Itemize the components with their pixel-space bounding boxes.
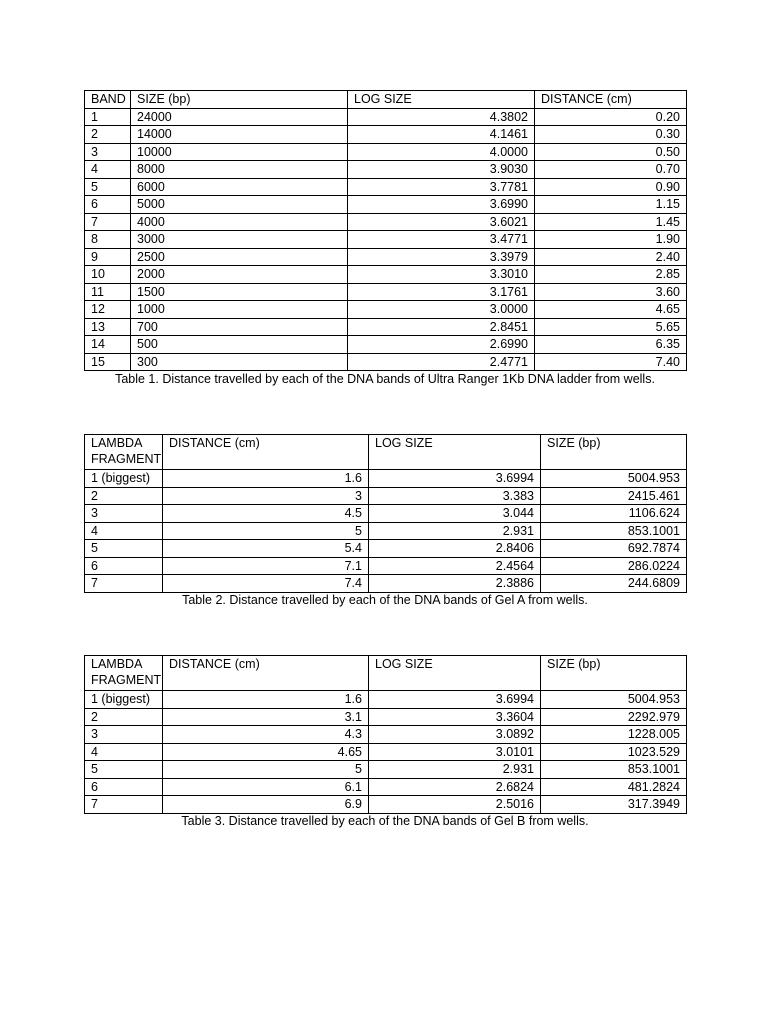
table-cell: 2.4771 <box>348 353 535 371</box>
table-cell: 14 <box>85 336 131 354</box>
table-row <box>85 691 687 709</box>
table-cell: 3.9030 <box>348 161 535 179</box>
table-cell: 5000 <box>131 196 348 214</box>
table-cell: 3.044 <box>369 505 541 523</box>
table-cell: 4.3 <box>163 726 369 744</box>
table-cell: 2415.461 <box>541 487 687 505</box>
table-cell: 0.70 <box>535 161 687 179</box>
table-cell: 7.1 <box>163 557 369 575</box>
gel-b-table <box>84 655 687 814</box>
table-row <box>85 778 687 796</box>
table-row <box>85 575 687 593</box>
table-cell: 7 <box>85 213 131 231</box>
table-cell: 6 <box>85 557 163 575</box>
column-header: DISTANCE (cm) <box>535 91 687 109</box>
table-cell: 1 (biggest) <box>85 691 163 709</box>
table-cell: 12 <box>85 301 131 319</box>
column-header: LAMBDA FRAGMENT <box>85 435 163 470</box>
table-cell: 4.5 <box>163 505 369 523</box>
table-cell: 3 <box>85 505 163 523</box>
table-cell: 0.30 <box>535 126 687 144</box>
table-cell: 286.0224 <box>541 557 687 575</box>
table-row <box>85 283 687 301</box>
table-cell: 2.6824 <box>369 778 541 796</box>
table-cell: 5 <box>85 761 163 779</box>
table-cell: 1106.624 <box>541 505 687 523</box>
table-cell: 3.3604 <box>369 708 541 726</box>
table-cell: 3.0000 <box>348 301 535 319</box>
table-cell: 1000 <box>131 301 348 319</box>
table-cell: 7.4 <box>163 575 369 593</box>
table-cell: 500 <box>131 336 348 354</box>
table-row <box>85 708 687 726</box>
table-row <box>85 178 687 196</box>
table-row <box>85 336 687 354</box>
table-cell: 1.45 <box>535 213 687 231</box>
table-row <box>85 161 687 179</box>
table-cell: 13 <box>85 318 131 336</box>
table-row <box>85 301 687 319</box>
table-row <box>85 796 687 814</box>
header-row <box>85 435 687 470</box>
table-cell: 0.20 <box>535 108 687 126</box>
table-cell: 6.1 <box>163 778 369 796</box>
table-cell: 11 <box>85 283 131 301</box>
table-cell: 8 <box>85 231 131 249</box>
table-cell: 3.1761 <box>348 283 535 301</box>
table-cell: 2.931 <box>369 761 541 779</box>
table-cell: 5 <box>85 178 131 196</box>
table-row <box>85 726 687 744</box>
table-row <box>85 143 687 161</box>
column-header: SIZE (bp) <box>541 435 687 470</box>
table-cell: 14000 <box>131 126 348 144</box>
table-row <box>85 743 687 761</box>
table-cell: 3.3979 <box>348 248 535 266</box>
table-cell: 3 <box>163 487 369 505</box>
column-header: LOG SIZE <box>348 91 535 109</box>
column-header: LAMBDA FRAGMENT <box>85 656 163 691</box>
ladder-table <box>84 90 687 371</box>
table-cell: 6 <box>85 196 131 214</box>
table-cell: 24000 <box>131 108 348 126</box>
table-row <box>85 231 687 249</box>
table-cell: 692.7874 <box>541 540 687 558</box>
table-cell: 853.1001 <box>541 522 687 540</box>
table-row <box>85 540 687 558</box>
table-cell: 3.383 <box>369 487 541 505</box>
table-cell: 6000 <box>131 178 348 196</box>
table-cell: 5 <box>163 522 369 540</box>
table-cell: 3.0892 <box>369 726 541 744</box>
table-cell: 2 <box>85 126 131 144</box>
table-cell: 4.65 <box>163 743 369 761</box>
table-3-caption: Table 3. Distance travelled by each of the DNA bands of Gel B from wells. <box>181 814 589 828</box>
table-row <box>85 487 687 505</box>
table-cell: 317.3949 <box>541 796 687 814</box>
table-cell: 5 <box>85 540 163 558</box>
table-cell: 4 <box>85 522 163 540</box>
table-cell: 853.1001 <box>541 761 687 779</box>
table-cell: 2500 <box>131 248 348 266</box>
table-cell: 2.3886 <box>369 575 541 593</box>
table-cell: 700 <box>131 318 348 336</box>
table-cell: 3.6994 <box>369 691 541 709</box>
table-row <box>85 353 687 371</box>
table-cell: 2000 <box>131 266 348 284</box>
table-cell: 2292.979 <box>541 708 687 726</box>
table-cell: 2.5016 <box>369 796 541 814</box>
table-cell: 3.4771 <box>348 231 535 249</box>
table-row <box>85 522 687 540</box>
table-cell: 7.40 <box>535 353 687 371</box>
table-cell: 0.50 <box>535 143 687 161</box>
table-cell: 15 <box>85 353 131 371</box>
table-cell: 5 <box>163 761 369 779</box>
table-cell: 3.1 <box>163 708 369 726</box>
table-cell: 2.6990 <box>348 336 535 354</box>
table-cell: 1 <box>85 108 131 126</box>
table-cell: 2 <box>85 487 163 505</box>
table-cell: 9 <box>85 248 131 266</box>
table-cell: 7 <box>85 575 163 593</box>
table-cell: 7 <box>85 796 163 814</box>
table-row <box>85 318 687 336</box>
table-cell: 3 <box>85 726 163 744</box>
column-header: BAND <box>85 91 131 109</box>
table-cell: 1228.005 <box>541 726 687 744</box>
table-cell: 5.4 <box>163 540 369 558</box>
column-header: LOG SIZE <box>369 435 541 470</box>
table-cell: 10 <box>85 266 131 284</box>
table-cell: 10000 <box>131 143 348 161</box>
table-cell: 5.65 <box>535 318 687 336</box>
table-cell: 3.6021 <box>348 213 535 231</box>
table-cell: 1.6 <box>163 691 369 709</box>
table-row <box>85 126 687 144</box>
column-header: DISTANCE (cm) <box>163 435 369 470</box>
table-cell: 4.3802 <box>348 108 535 126</box>
table-cell: 3.60 <box>535 283 687 301</box>
table-row <box>85 213 687 231</box>
table-cell: 1.6 <box>163 470 369 488</box>
table-cell: 6.35 <box>535 336 687 354</box>
table-cell: 2.85 <box>535 266 687 284</box>
table-cell: 6 <box>85 778 163 796</box>
column-header: LOG SIZE <box>369 656 541 691</box>
table-cell: 4.0000 <box>348 143 535 161</box>
table-cell: 3.3010 <box>348 266 535 284</box>
table-cell: 244.6809 <box>541 575 687 593</box>
table-cell: 3.0101 <box>369 743 541 761</box>
table-row <box>85 248 687 266</box>
table-1-caption: Table 1. Distance travelled by each of the DNA bands of Ultra Ranger 1Kb DNA ladder from wells. <box>115 372 655 386</box>
table-cell: 2.8406 <box>369 540 541 558</box>
table-cell: 3.6994 <box>369 470 541 488</box>
table-row <box>85 196 687 214</box>
table-cell: 0.90 <box>535 178 687 196</box>
table-cell: 4.65 <box>535 301 687 319</box>
table-cell: 4 <box>85 743 163 761</box>
table-cell: 2.40 <box>535 248 687 266</box>
table-cell: 2.931 <box>369 522 541 540</box>
column-header: SIZE (bp) <box>541 656 687 691</box>
table-cell: 3.6990 <box>348 196 535 214</box>
table-cell: 1.90 <box>535 231 687 249</box>
table-cell: 5004.953 <box>541 470 687 488</box>
table-cell: 4.1461 <box>348 126 535 144</box>
table-cell: 6.9 <box>163 796 369 814</box>
table-cell: 8000 <box>131 161 348 179</box>
table-cell: 1500 <box>131 283 348 301</box>
table-row <box>85 761 687 779</box>
header-row <box>85 91 687 109</box>
table-cell: 4 <box>85 161 131 179</box>
column-header: SIZE (bp) <box>131 91 348 109</box>
table-row <box>85 557 687 575</box>
table-cell: 1.15 <box>535 196 687 214</box>
table-cell: 1 (biggest) <box>85 470 163 488</box>
header-row <box>85 656 687 691</box>
table-cell: 4000 <box>131 213 348 231</box>
table-cell: 3000 <box>131 231 348 249</box>
table-cell: 2 <box>85 708 163 726</box>
table-row <box>85 108 687 126</box>
table-2-caption: Table 2. Distance travelled by each of the DNA bands of Gel A from wells. <box>182 593 588 607</box>
table-cell: 3 <box>85 143 131 161</box>
table-cell: 481.2824 <box>541 778 687 796</box>
table-row <box>85 470 687 488</box>
table-cell: 2.4564 <box>369 557 541 575</box>
table-cell: 1023.529 <box>541 743 687 761</box>
table-cell: 300 <box>131 353 348 371</box>
table-row <box>85 505 687 523</box>
table-cell: 3.7781 <box>348 178 535 196</box>
gel-a-table <box>84 434 687 593</box>
table-cell: 5004.953 <box>541 691 687 709</box>
table-cell: 2.8451 <box>348 318 535 336</box>
column-header: DISTANCE (cm) <box>163 656 369 691</box>
table-row <box>85 266 687 284</box>
